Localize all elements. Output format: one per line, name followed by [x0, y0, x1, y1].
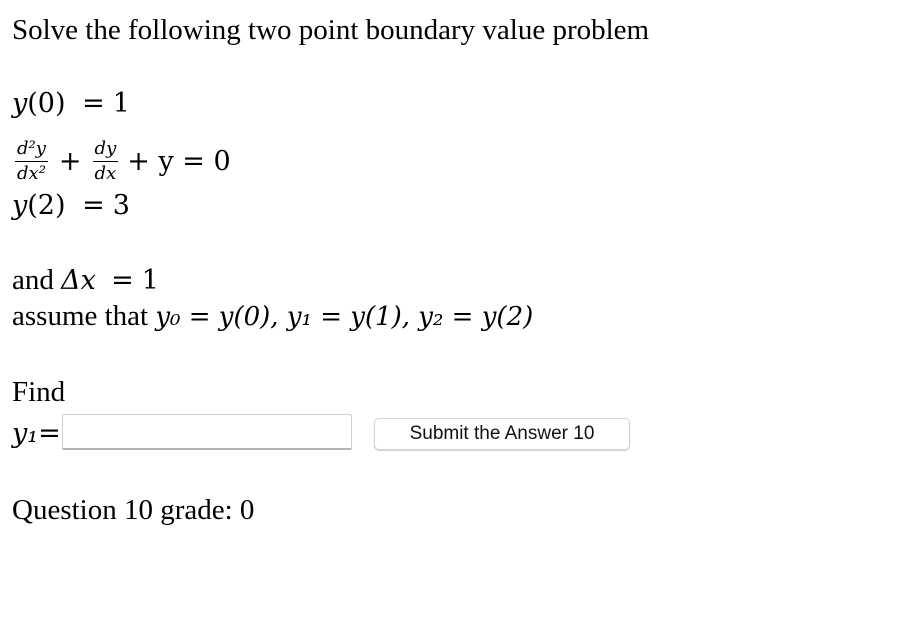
question-grade: Question 10 grade: 0 — [12, 494, 255, 526]
bc0-arg: (0) — [27, 88, 66, 119]
step-symbol: Δx — [61, 265, 96, 296]
assumption-line — [12, 300, 533, 333]
bc2-value: 3 — [112, 190, 130, 221]
bc2-eq: = — [82, 190, 105, 221]
step-size-line — [12, 264, 159, 297]
answer-input[interactable] — [62, 414, 352, 450]
differential-equation — [12, 134, 231, 188]
frac1-denominator: dx² — [17, 162, 46, 184]
bc0-func: y — [12, 88, 28, 119]
bc2-func: y — [12, 190, 28, 221]
answer-label: y₁= — [12, 418, 61, 449]
bc0-value: 1 — [112, 88, 130, 119]
bc2-arg: (2) — [27, 190, 66, 221]
step-eq: = — [111, 265, 134, 296]
ode-tail: + y = 0 — [127, 145, 231, 177]
first-derivative-fraction — [93, 137, 119, 184]
frac2-numerator: dy — [93, 140, 119, 162]
frac1-numerator: d²y — [15, 140, 48, 162]
problem-prompt: Solve the following two point boundary value problem — [12, 14, 650, 46]
submit-answer-button[interactable]: Submit the Answer 10 — [374, 418, 630, 450]
frac2-denominator: dx — [94, 162, 117, 184]
step-prefix: and — [12, 264, 54, 296]
find-label: Find — [12, 376, 66, 408]
step-value: 1 — [141, 265, 159, 296]
ode-plus: + — [58, 145, 82, 177]
assume-expression: y₀ = y(0), y₁ = y(1), y₂ = y(2) — [155, 302, 534, 332]
assume-prefix: assume that — [12, 300, 149, 332]
second-derivative-fraction — [15, 137, 48, 184]
bc0-eq: = — [82, 88, 105, 119]
boundary-condition-left — [12, 88, 130, 119]
boundary-condition-right — [12, 190, 130, 221]
